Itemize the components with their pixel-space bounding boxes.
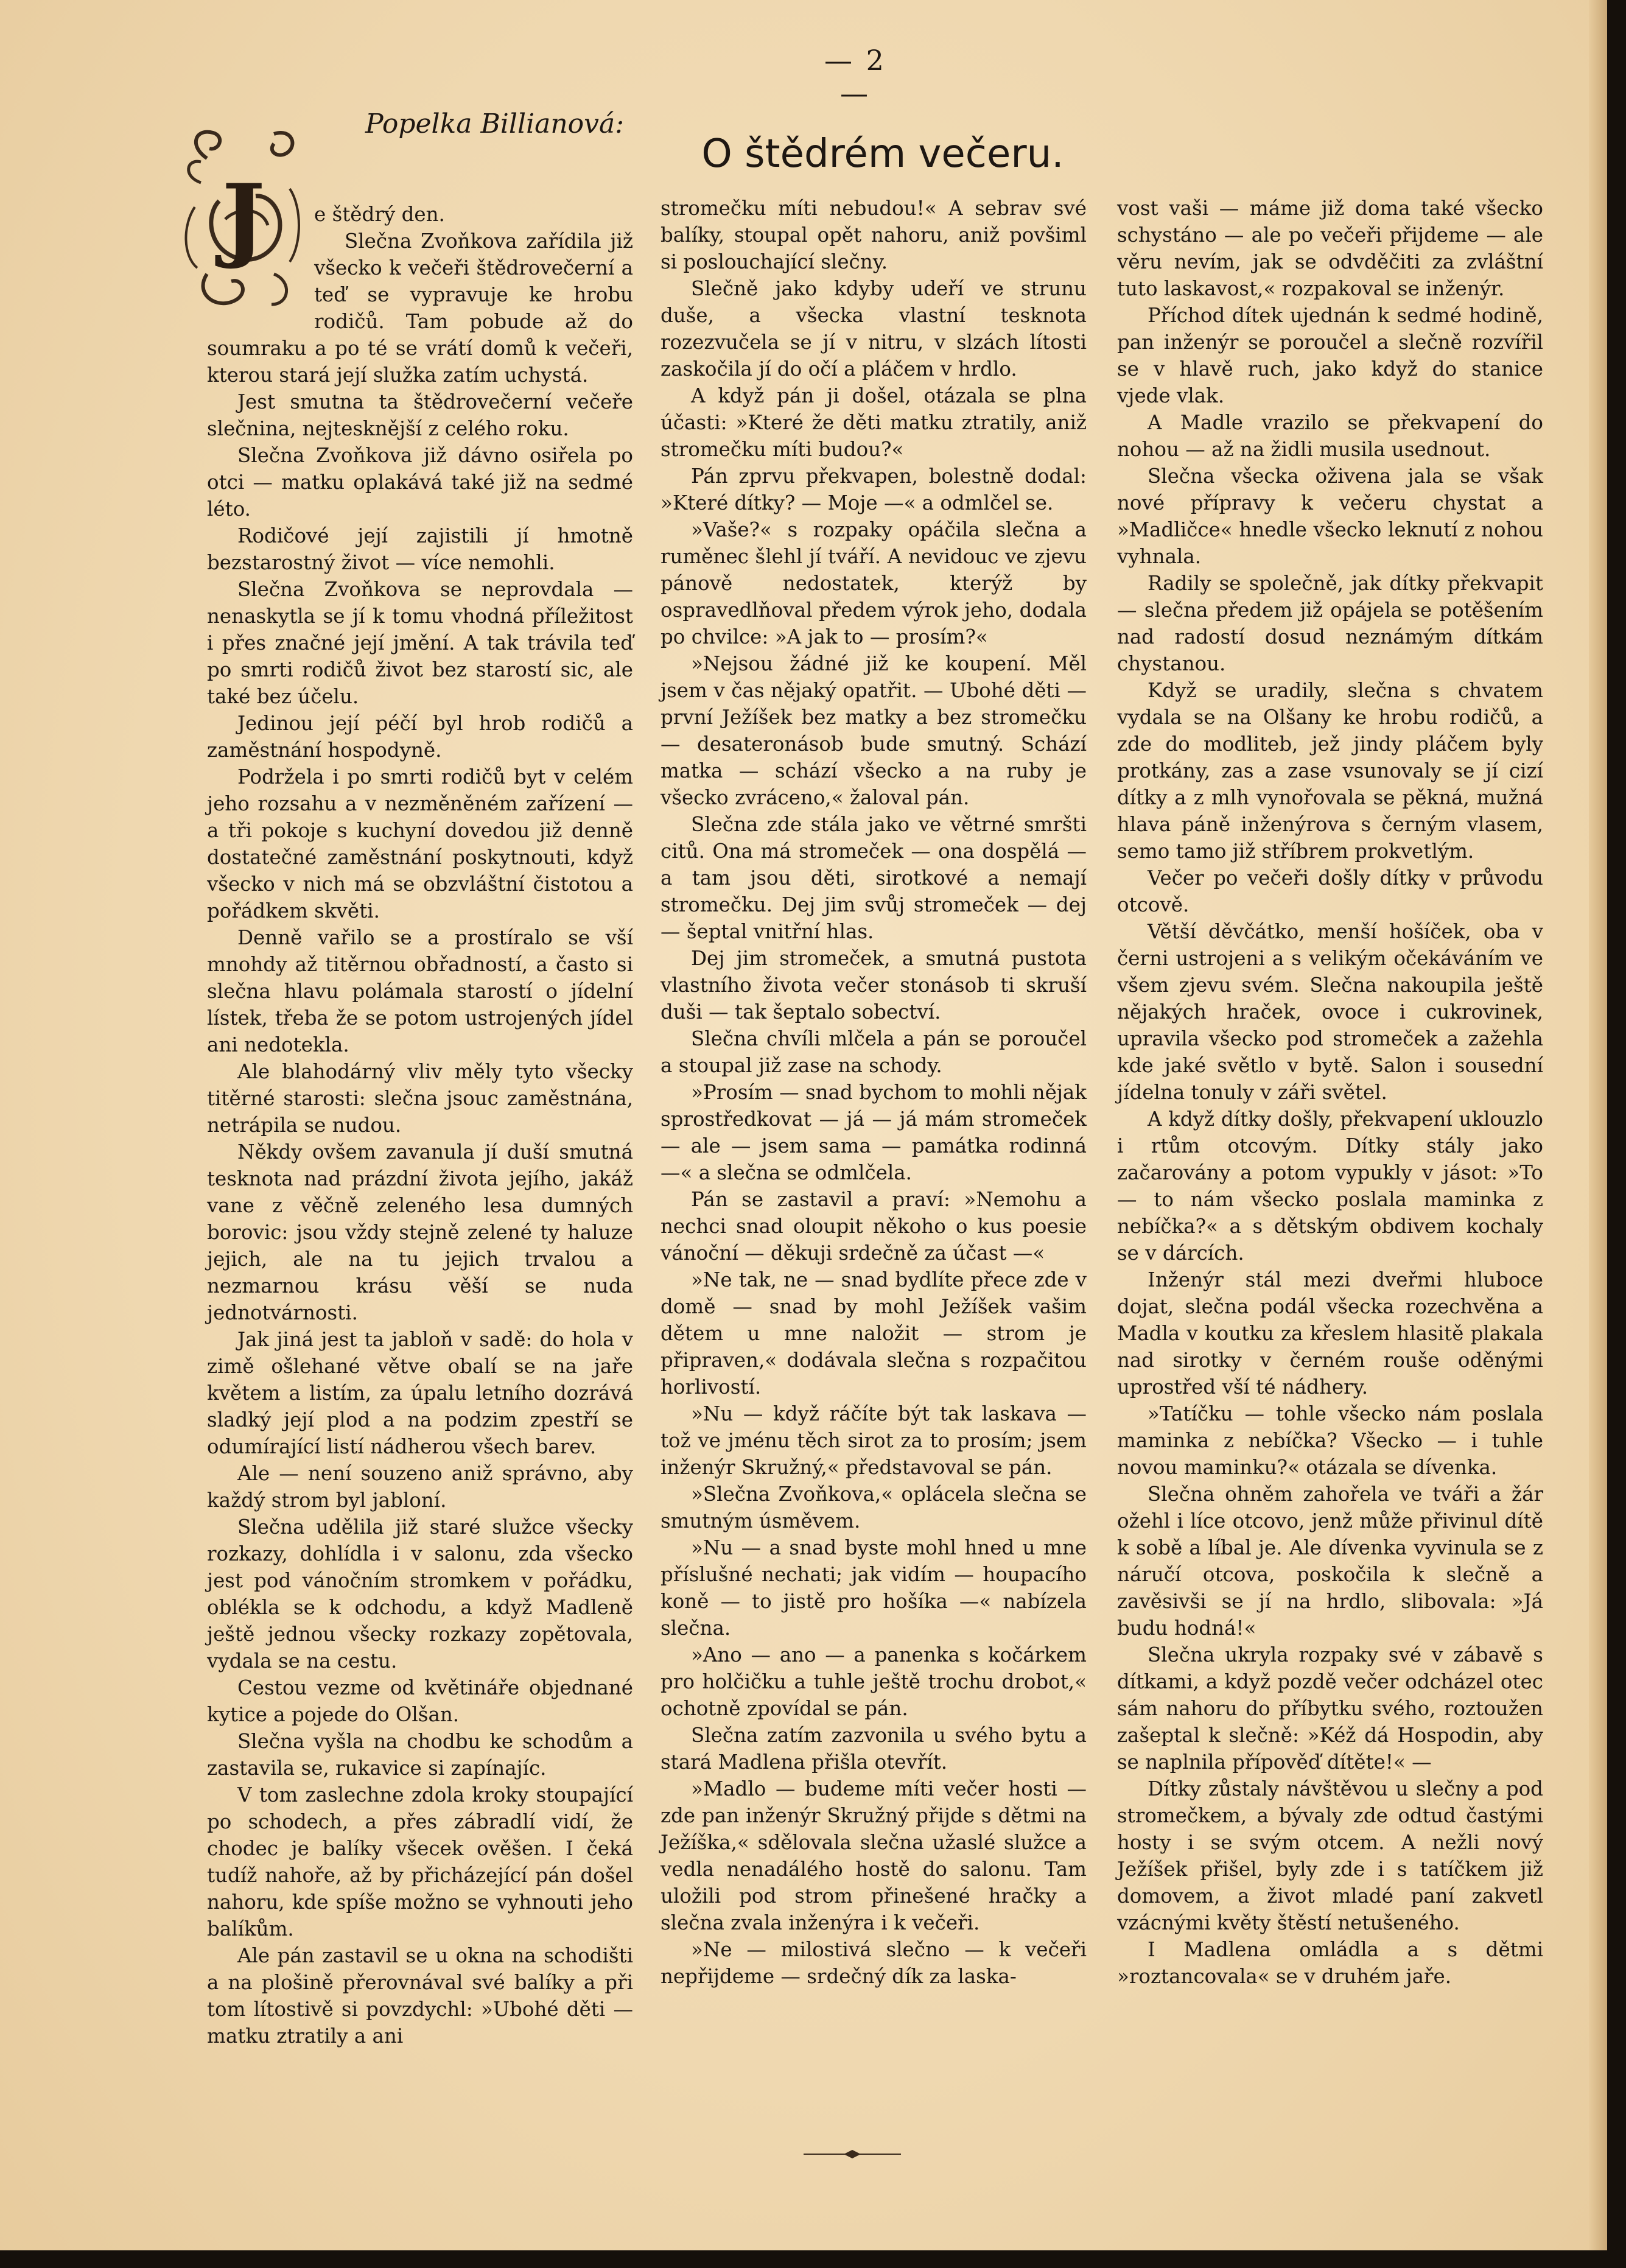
paragraph: Slečna Zvoňkova již dávno osiřela po otci — matku oplakává také již na sedmé léto. [207, 444, 633, 521]
paragraph: Denně vařilo se a prostíralo se vší mnohdy až titěrnou obřadností, a často si slečna hlavu polámala starostí o jídelní lístek, třeba že se potom ustrojených jídel ani nedotekla. [207, 926, 633, 1056]
text-column-3 [1117, 195, 1543, 1990]
initial-letter: J [222, 164, 265, 272]
paragraph: Ale pán zastavil se u okna na schodišti a na plošině přerovnával své balíky a při tom lítostivě si povzdychl: »Ubohé děti — matku ztratily a ani [207, 1944, 633, 2048]
paragraph: Někdy ovšem zavanula jí duší smutná tesknota nad prázdní života jejího, jakáž vane z věčně zeleného lesa dumných borovic: jsou vždy stejně zelené ty haluze jejich, ale na tu jejich trvalou a nezmarnou krásu věší se nuda jednotvárnosti. [207, 1140, 633, 1324]
paragraph: Slečna zatím zazvonila u svého bytu a stará Madlena přišla otevřít. [661, 1724, 1087, 1774]
paragraph: Dítky zůstaly návštěvou u slečny a pod stromečkem, a bývaly zde odtud častými hosty i se svým otcem. A nežli nový Ježíšek přišel, byly zde i s tatíčkem již domovem, a život mladé paní zakvetl vzácnými květy štěstí netušeného. [1117, 1777, 1543, 1934]
paragraph: »Prosím — snad bychom to mohli nějak sprostředkovat — já — já mám stromeček — ale — jsem sama — památka rodinná —« a slečna se odmlčela. [661, 1081, 1087, 1184]
paragraph: Když se uradily, slečna s chvatem vydala se na Olšany ke hrobu rodičů, a zde do modliteb, jež jindy pláčem byly protkány, zas a zase vsunovaly se jí cizí dítky a z mlh vynořovala se pěkná, mužná hlava páně inženýrova s černým vlasem, semo tamo již stříbrem prokvetlým. [1117, 679, 1543, 863]
paragraph: Pán se zastavil a praví: »Nemohu a nechci snad oloupit někoho o kus poesie vánoční — děkuji srdečně za účast —« [661, 1188, 1087, 1265]
paragraph: Větší děvčátko, menší hošíček, oba v černi ustrojeni a s velikým očekáváním ve všem zjevu svém. Slečna nakoupila ještě nějakých hraček, ovoce i cukrovinek, upravila všecko pod stromeček a zažehla kde jaké světlo v bytě. Salon i sousední jídelna tonuly v záři světel. [1117, 920, 1543, 1104]
paragraph: »Ne — milostivá slečno — k večeři nepřijdeme — srdečný dík za laska- [661, 1938, 1087, 1988]
paragraph: Slečna ohněm zahořela ve tváři a žár ožehl i líce otcovo, jenž může přivinul dítě k sobě a líbal je. Ale dívenka vyvinula se z náručí otcova, poskočila k slečně a zavěsivši se jí na hrdlo, slibovala: »Já budu hodná!« [1117, 1483, 1543, 1640]
paragraph: Slečna zde stála jako ve větrné smršti citů. Ona má stromeček — ona dospělá — a tam jsou děti, sirotkové a nemají stromečku. Dej jim svůj stromeček — dej — šeptal vnitřní hlas. [661, 813, 1087, 943]
paragraph: »Vaše?« s rozpaky opáčila slečna a ruměnec šlehl jí tváří. A nevidouc ve zjevu pánově nedostatek, kterýž by ospravedlňoval předem výrok jeho, dodala po chvilce: »A jak to — prosím?« [661, 518, 1087, 648]
text-column-2 [661, 195, 1087, 1990]
paragraph: Dej jim stromeček, a smutná pustota vlastního života večer stonásob ti skruší duši — tak šeptalo sobectví. [661, 947, 1087, 1023]
paragraph: Ale — není souzeno aniž správno, aby každý strom byl jabloní. [207, 1462, 633, 1512]
scan-border-right [1607, 0, 1626, 2268]
paragraph: Cestou vezme od květináře objednané kytice a pojede do Olšan. [207, 1676, 633, 1726]
paragraph: Inženýr stál mezi dveřmi hluboce dojat, slečna podál všecka rozechvěna a Madla v koutku za křeslem hlasitě plakala nad sirotky v černém rouše oděnými uprostřed vší té nádhery. [1117, 1268, 1543, 1399]
paragraph: vost vaši — máme již doma také všecko schystáno — ale po večeři přijdeme — ale věru nevím, jak se odvděčiti za zvláštní tuto laskavost,« rozpakoval se inženýr. [1117, 197, 1543, 300]
paragraph: Slečna chvíli mlčela a pán se poroučel a stoupal již zase na schody. [661, 1027, 1087, 1077]
paragraph: Slečna všecka oživena jala se však nové přípravy k večeru chystat a »Madličce« hnedle všecko leknutí z nohou vyhnala. [1117, 465, 1543, 568]
paragraph: Radily se společně, jak dítky překvapit — slečna předem již opájela se potěšením nad radostí dosud neznámým dítkám chystanou. [1117, 572, 1543, 675]
scan-border-bottom [0, 2250, 1626, 2268]
paragraph: Jak jiná jest ta jabloň v sadě: do hola v zimě ošlehané větve obalí se na jaře květem a listím, za úpalu letního dozrává sladký její plod a na podzim zpestří se odumírající listí nádherou všech barev. [207, 1328, 633, 1458]
paragraph: A když pán ji došel, otázala se plna účasti: »Které že děti matku ztratily, aniž stromečku míti budou?« [661, 384, 1087, 461]
paragraph: I Madlena omládla a s dětmi »roztancovala« se v druhém jaře. [1117, 1938, 1543, 1988]
paragraph: A když dítky došly, překvapení uklouzlo i rtům otcovým. Dítky stály jako začarovány a potom vypukly v jásot: »To — to nám všecko poslala maminka z nebíčka?« a s dětským obdivem kochaly se v dárcích. [1117, 1108, 1543, 1265]
paragraph: Slečně jako kdyby udeří ve strunu duše, a všecka vlastní tesknota rozezvučela se jí v nitru, v slzách lítosti zaskočila jí do očí a pláčem v hrdlo. [661, 277, 1087, 381]
article-title: O štědrém večeru. [701, 132, 1064, 177]
paragraph: Rodičové její zajistili jí hmotně bezstarostný život — více nemohli. [207, 524, 633, 574]
paragraph: Slečna vyšla na chodbu ke schodům a zastavila se, rukavice si zapínajíc. [207, 1730, 633, 1780]
text-column-1 [207, 164, 633, 2049]
paragraph: Večer po večeři došly dítky v průvodu otcově. [1117, 866, 1543, 916]
paragraph: Pán zprvu překvapen, bolestně dodal: »Které dítky? — Moje —« a odmlčel se. [661, 465, 1087, 514]
end-ornament [804, 2148, 901, 2160]
paragraph: Slečna Zvoňkova zařídila již všecko k večeři štědrovečerní a teď se vypravuje ke hrobu rodičů. Tam pobude až do soumraku a po té se vrátí domů k večeři, kterou stará její služka zatím uchystá. [207, 230, 633, 387]
paragraph: Příchod dítek ujednán k sedmé hodině, pan inženýr se poroučel a slečně rozvířil se v hlavě ruch, jako když do stanice vjede vlak. [1117, 304, 1543, 407]
paragraph: stromečku míti nebudou!« A sebrav své balíky, stoupal opět nahoru, aniž povšiml si poslouchající slečny. [661, 197, 1087, 273]
paragraph: Podržela i po smrti rodičů byt v celém jeho rozsahu a v nezměněném zařízení — a tři pokoje s kuchyní dovedou již denně dostatečné zaměstnání poskytnouti, když všecko v nich má se obzvláštní čistotou a pořádkem skvěti. [207, 765, 633, 922]
paragraph: »Nu — a snad byste mohl hned u mne příslušné nechati; jak vidím — houpacího koně — to jistě pro hošíka —« nabízela slečna. [661, 1536, 1087, 1640]
paragraph: »Ne tak, ne — snad bydlíte přece zde v domě — snad by mohl Ježíšek vašim dětem u mne naložit — strom je připraven,« dodávala slečna s rozpačitou horlivostí. [661, 1268, 1087, 1399]
paragraph: »Nu — když ráčíte být tak laskava — tož ve jménu těch sirot za to prosím; jsem inženýr Skružný,« představoval se pán. [661, 1402, 1087, 1479]
paragraph: Slečna ukryla rozpaky své v zábavě s dítkami, a když pozdě večer odcházel otec sám nahoru do příbytku svého, roztoužen zašeptal k slečně: »Kéž dá Hospodin, aby se naplnila přípověď dítěte!« — [1117, 1643, 1543, 1774]
paragraph: »Madlo — budeme míti večer hosti — zde pan inženýr Skružný přijde s dětmi na Ježíška,« sdělovala slečna užaslé služce a vedla nenadálého hostě do salonu. Tam uložili pod strom přinešené hračky a slečna zvala inženýra i k večeři. [661, 1777, 1087, 1934]
page-edge-shadow [1589, 0, 1607, 2250]
paragraph: »Slečna Zvoňkova,« oplácela slečna se smutným úsměvem. [661, 1483, 1087, 1532]
paragraph: »Ano — ano — a panenka s kočárkem pro holčičku a tuhle ještě trochu drobot,« ochotně zpovídal se pán. [661, 1643, 1087, 1720]
decorative-initial-j [183, 122, 304, 314]
paragraph: Ale blahodárný vliv měly tyto všecky titěrné starosti: slečna jsouc zaměstnána, netrápila se nudou. [207, 1060, 633, 1137]
page-number: — 2 — [824, 44, 886, 110]
paragraph: »Tatíčku — tohle všecko nám poslala maminka z nebíčka? Všecko — i tuhle novou maminku?« otázala se dívenka. [1117, 1402, 1543, 1479]
paragraph: Slečna udělila již staré služce všecky rozkazy, dohlídla i v salonu, zda všecko jest pod vánočním stromkem v pořádku, oblékla se k odchodu, a když Madleně ještě jednou všecky rozkazy zopětovala, vydala se na cestu. [207, 1515, 633, 1673]
paragraph: »Nejsou žádné již ke koupení. Měl jsem v čas nějaký opatřit. — Ubohé děti — první Ježíšek bez matky a bez stromečku — desateronásob bude smutný. Schází matka — schází všecko a na ruby je všecko zvráceno,« žaloval pán. [661, 652, 1087, 809]
paragraph: Jest smutna ta štědrovečerní večeře slečnina, nejtesknější z celého roku. [207, 390, 633, 440]
paragraph: e štědrý den. [314, 203, 445, 226]
paragraph: Jedinou její péčí byl hrob rodičů a zaměstnání hospodyně. [207, 712, 633, 762]
author-name: Popelka Billianová: [365, 108, 625, 139]
paragraph: Slečna Zvoňkova se neprovdala — nenaskytla se jí k tomu vhodná příležitost i přes značné její jmění. A tak trávila teď po smrti rodičů život bez starostí sic, ale také bez účelu. [207, 578, 633, 708]
paragraph: V tom zaslechne zdola kroky stoupající po schodech, a přes zábradlí vidí, že chodec je balíky všecek ověšen. I čeká tudíž nahoře, až by přicházející pán došel nahoru, kde spíše možno se vyhnouti jeho balíkům. [207, 1783, 633, 1940]
paragraph: A Madle vrazilo se překvapení do nohou — až na židli musila usednout. [1117, 411, 1543, 461]
